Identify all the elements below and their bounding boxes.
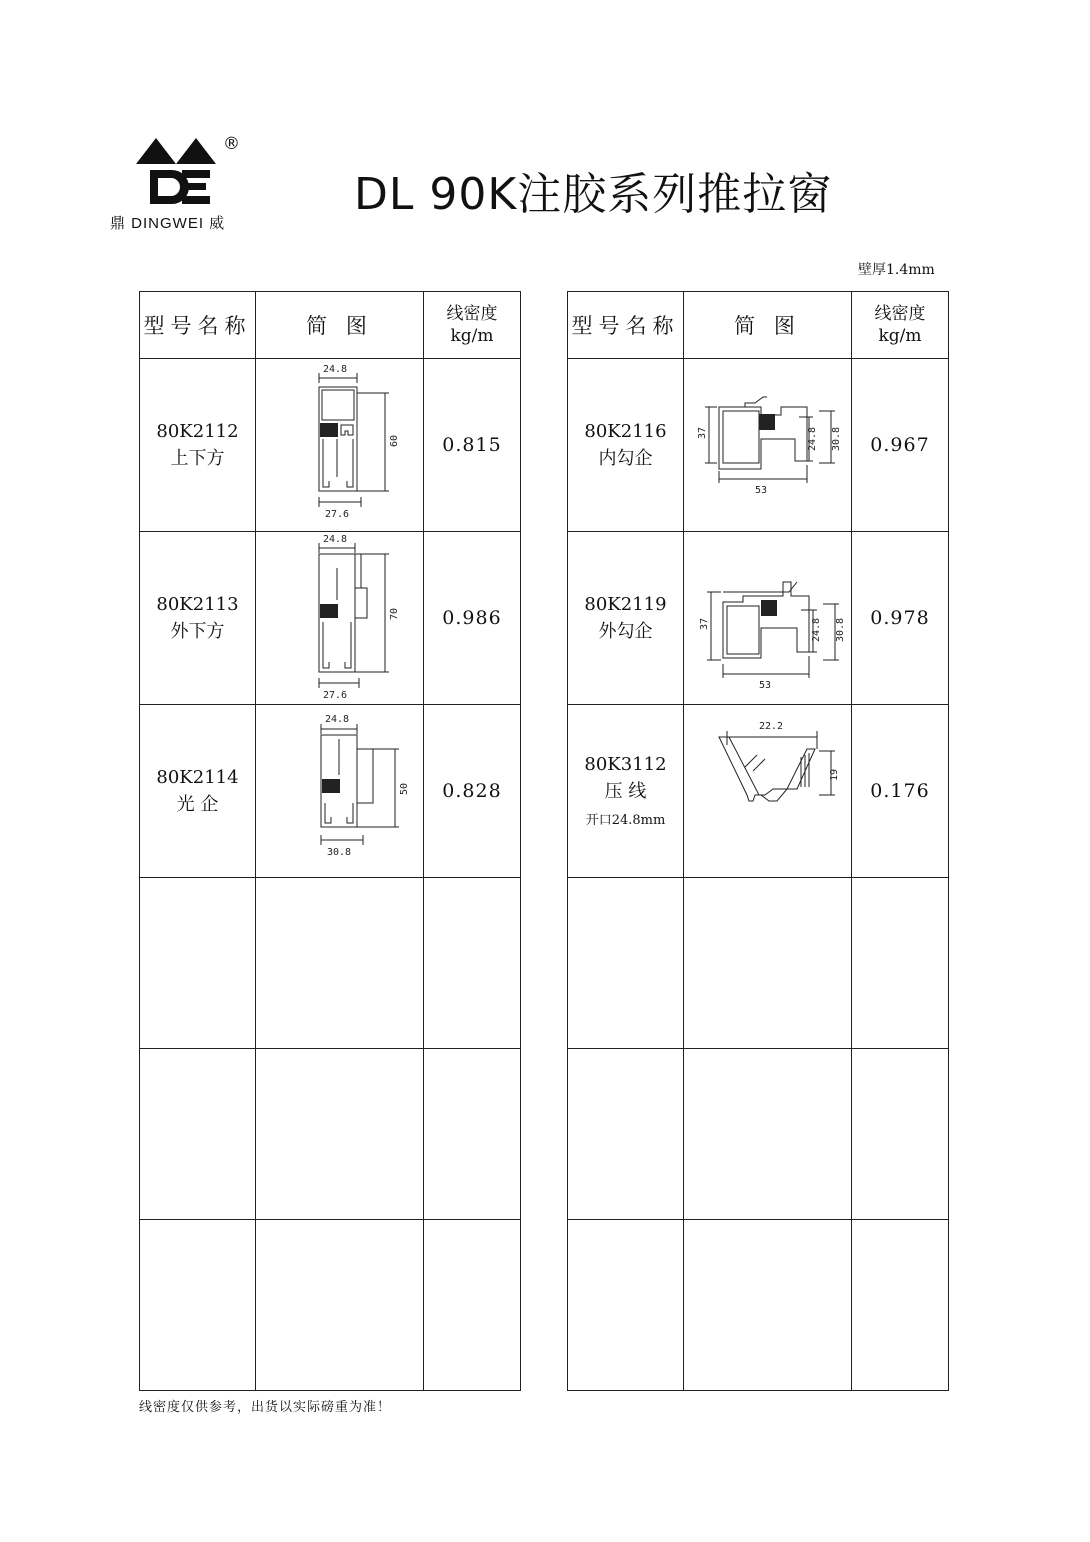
dim-label: 27.6 [324,509,349,520]
table-row [568,532,949,705]
model-number: 80K2112 [156,421,239,442]
profile-table-left [139,291,521,1391]
header-density [424,292,521,359]
density-value [852,878,949,1049]
model-cell [140,878,256,1049]
header-density-unit: kg/m [878,326,922,346]
model-number: 80K2119 [584,594,667,615]
density-value: 0.815 [424,359,521,532]
table-row [568,705,949,878]
dim-label: 24.8 [324,714,349,725]
density-value [424,878,521,1049]
sketch-cell [684,878,852,1049]
brand-name: 鼎 DINGWEI 威 [110,215,226,232]
header-sketch: 简 图 [684,292,852,359]
sketch-cell [256,532,424,705]
dim-label: 50 [398,782,410,795]
profile-drawing-80k3112 [685,705,851,873]
sketch-cell [256,1049,424,1220]
header-sketch: 简 图 [256,292,424,359]
dim-label: 30.8 [834,617,846,642]
table-row [140,878,521,1049]
profile-drawing-80k2116 [685,359,851,527]
density-value: 0.986 [424,532,521,705]
sketch-cell [684,1220,852,1391]
model-name: 压 线 [604,780,647,802]
profile-drawing-80k2112 [257,359,423,527]
density-value [424,1220,521,1391]
model-cell [140,1049,256,1220]
model-cell [568,532,684,705]
model-number: 80K2114 [156,767,239,788]
sketch-cell [256,878,424,1049]
dim-label: 24.8 [322,534,347,545]
profile-drawing-80k2114 [257,705,423,873]
table-row [568,359,949,532]
header-model-name: 型号名称 [140,292,256,359]
density-value: 0.828 [424,705,521,878]
profile-drawing-80k2119 [685,532,851,700]
model-name: 光 企 [176,794,219,815]
density-value [424,1049,521,1220]
page-title: DL 90K注胶系列推拉窗 [354,169,833,220]
model-cell [568,1220,684,1391]
dim-label: 30.8 [830,426,842,451]
header-model-name: 型号名称 [568,292,684,359]
model-cell [568,359,684,532]
model-number: 80K2113 [156,594,239,615]
density-value: 0.978 [852,532,949,705]
table-row [140,1049,521,1220]
dim-label: 37 [698,617,710,630]
dim-label: 70 [388,607,400,620]
model-name: 外下方 [170,621,225,642]
model-note: 开口24.8mm [585,812,666,828]
sketch-cell [684,705,852,878]
table-row [140,532,521,705]
model-cell [140,532,256,705]
density-value [852,1220,949,1391]
brand-logo [110,134,270,234]
table-row [140,359,521,532]
model-cell [568,705,684,878]
density-value: 0.967 [852,359,949,532]
dim-label: 53 [754,485,767,496]
model-cell [568,878,684,1049]
wall-thickness: 壁厚1.4mm [858,262,935,278]
table-row [140,1220,521,1391]
model-cell [140,1220,256,1391]
dim-label: 60 [388,434,400,447]
profile-drawing-80k2113 [257,532,423,700]
density-value [852,1049,949,1220]
header-density [852,292,949,359]
model-name: 上下方 [170,448,225,469]
dingwei-de-logo-icon [136,134,218,206]
profile-table-right [567,291,949,1391]
registered-mark: ® [223,134,240,154]
sketch-cell [256,705,424,878]
table-header-row [140,292,521,359]
dim-label: 37 [696,426,708,439]
sketch-cell [256,1220,424,1391]
model-cell [140,705,256,878]
model-name: 内勾企 [598,448,653,469]
dim-label: 24.8 [322,364,347,375]
footnote: 线密度仅供参考，出货以实际磅重为准！ [139,1400,392,1415]
density-value: 0.176 [852,705,949,878]
header-density-label: 线密度 [446,304,498,324]
table-row [568,1220,949,1391]
header-density-label: 线密度 [874,304,926,324]
model-number: 80K2116 [584,421,667,442]
dim-label: 30.8 [326,847,351,858]
table-header-row [568,292,949,359]
sketch-cell [684,359,852,532]
sketch-cell [256,359,424,532]
dim-label: 24.8 [810,617,822,642]
table-row [568,878,949,1049]
model-cell [568,1049,684,1220]
dim-label: 24.8 [806,426,818,451]
model-number: 80K3112 [584,753,667,775]
model-name: 外勾企 [598,621,653,642]
model-cell [140,359,256,532]
dim-label: 22.2 [758,721,783,732]
dim-label: 19 [828,768,840,781]
table-row [568,1049,949,1220]
sketch-cell [684,532,852,705]
header-density-unit: kg/m [450,326,494,346]
sketch-cell [684,1049,852,1220]
dim-label: 27.6 [322,690,347,700]
table-row [140,705,521,878]
dim-label: 53 [758,680,771,691]
